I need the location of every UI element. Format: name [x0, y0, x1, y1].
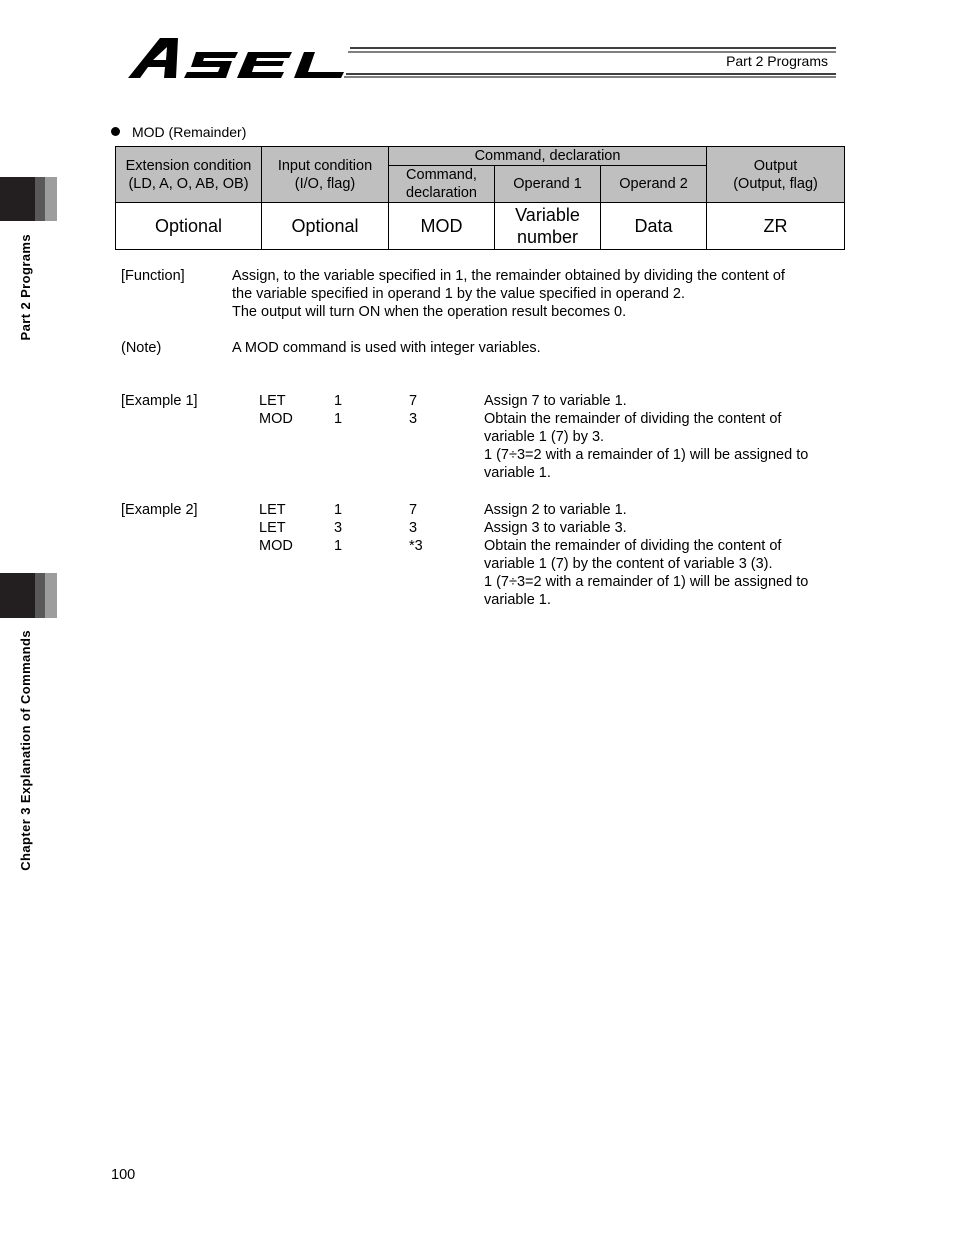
example-desc: Obtain the remainder of dividing the content of variable 1 (7) by the content of variable 3 (3). 1 (7÷3=2 with a remainder of 1) will be assigned to variable 1.	[484, 538, 809, 608]
example-desc: Assign 7 to variable 1.	[484, 393, 627, 409]
section-title: MOD (Remainder)	[132, 124, 247, 140]
example1-label: [Example 1]	[121, 393, 198, 409]
example-cmd: LET	[259, 393, 286, 409]
example-op1: 1	[334, 502, 343, 518]
header-operand2: Operand 2	[601, 166, 707, 203]
example-desc: Obtain the remainder of dividing the content of variable 1 (7) by 3. 1 (7÷3=2 with a remainder of 1) will be assigned to variable 1.	[484, 411, 809, 481]
side-chapter-label: Chapter 3 Explanation of Commands	[18, 630, 33, 871]
example-op1: 1	[334, 393, 343, 409]
example-op1: 1	[334, 411, 343, 427]
value-command: MOD	[389, 203, 495, 250]
example-op2: *3	[409, 538, 423, 554]
note-label: (Note)	[121, 340, 162, 356]
asel-logo	[126, 36, 348, 80]
example-op1: 3	[334, 520, 343, 536]
page-number: 100	[111, 1167, 136, 1183]
example-op2: 3	[409, 411, 418, 427]
function-label: [Function]	[121, 268, 185, 284]
example-cmd: LET	[259, 502, 286, 518]
example-desc: Assign 2 to variable 1.	[484, 502, 627, 518]
header-extension-condition: Extension condition (LD, A, O, AB, OB)	[116, 147, 262, 203]
note-text: A MOD command is used with integer variables.	[232, 340, 541, 356]
chapter-tab-marker	[0, 573, 57, 618]
value-operand1: Variable number	[495, 203, 601, 250]
value-operand2: Data	[601, 203, 707, 250]
value-extension: Optional	[116, 203, 262, 250]
side-part-label: Part 2 Programs	[18, 234, 33, 341]
header-command: Command, declaration	[389, 166, 495, 203]
example-op2: 7	[409, 502, 418, 518]
example-op1: 1	[334, 538, 343, 554]
command-table	[115, 146, 845, 250]
example-cmd: MOD	[259, 411, 293, 427]
part-tab-marker	[0, 177, 57, 221]
section-heading	[111, 124, 246, 140]
header-operand1: Operand 1	[495, 166, 601, 203]
example-op2: 3	[409, 520, 418, 536]
value-input: Optional	[262, 203, 389, 250]
example-desc: Assign 3 to variable 3.	[484, 520, 627, 536]
example-op2: 7	[409, 393, 418, 409]
function-text: Assign, to the variable specified in 1, the remainder obtained by dividing the content of the variable specified in operand 1 by the value specified in operand 2. The output will turn ON when the operation result becomes 0.	[232, 268, 785, 320]
value-output: ZR	[707, 203, 845, 250]
example-cmd: MOD	[259, 538, 293, 554]
header-input-condition: Input condition (I/O, flag)	[262, 147, 389, 203]
example2-label: [Example 2]	[121, 502, 198, 518]
header-command-group: Command, declaration	[389, 147, 707, 166]
header-output: Output (Output, flag)	[707, 147, 845, 203]
bullet-icon	[111, 127, 120, 136]
example-cmd: LET	[259, 520, 286, 536]
header-part-label: Part 2 Programs	[726, 53, 828, 69]
